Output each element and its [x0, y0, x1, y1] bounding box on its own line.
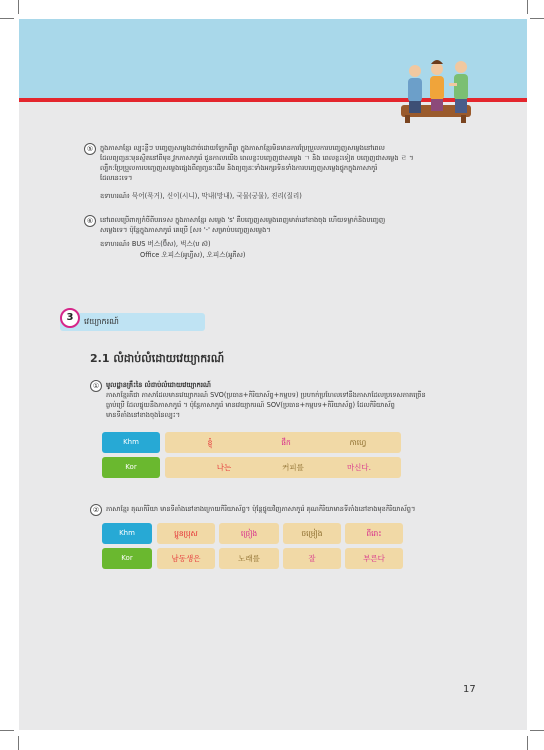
kor-word-adverb: 잘	[283, 548, 341, 569]
crop-mark	[0, 18, 14, 19]
example-text: BUS 버스(ប៊ឹស), 벅스(ប ស៊)	[131, 240, 211, 248]
item-6-line: នៅពេលប្រើពាក្យកំចីពីបរទេស ក្នុងភាសាខ្មែរ សម្លេង 's' គឺបញ្ចេញសម្លេងពេញមាត់នៅខាងចុង ហើយទម្លាក់និងបញ្ចេញ	[100, 216, 386, 224]
khm-word-adverb: ពីរោះ	[345, 523, 403, 544]
item-6-line: សម្លេងទេ។ ប៉ុន្តែក្នុងភាសាកូរ៉េ គេប្រើ [ស៖ '-' សម្រាប់បញ្ចេញសម្លេង។	[100, 226, 271, 234]
crop-mark	[527, 0, 528, 14]
crop-mark	[0, 730, 14, 731]
kor-verb: 마신다.	[346, 463, 372, 472]
example-label: ឧទាហរណ៍៖	[100, 192, 130, 200]
point-1-title: មូលដ្ឋានគ្រឹះនៃ លំដាប់លំដោយវេយ្យាករណ៍	[106, 381, 211, 389]
point-1-line: ធ្លាប់ប្រើ ដែលផ្ទុយនឹងភាសាកូរ៉េ ។ ប៉ុន្តែភាសាកូរ៉េ មានវេយ្យាករណ៍ SOV(ប្រធាន+កម្មបទ+កិរិយាស័ព្ទ) ដែលកិរិយាស័ព្ទ	[106, 401, 395, 409]
point-1-text	[106, 390, 491, 420]
example-label: ឧទាហរណ៍៖	[100, 240, 130, 248]
people-on-bench-illustration	[397, 49, 489, 125]
item-6-number: ⑥	[84, 215, 96, 227]
section-number-badge: 3	[60, 308, 80, 328]
section-header-bar	[60, 313, 205, 331]
point-1-number: ①	[90, 380, 102, 392]
kor-word-verb: 부른다	[345, 548, 403, 569]
kor-word-subject: 남동생은	[157, 548, 215, 569]
khm-verb: ផឹក	[281, 438, 291, 447]
item-5-line: ក្នុងភាសាខ្មែរ ល្បះខ្លីៗ បញ្ចេញសម្លេងដាច់ដោយឡែកពីគ្នា ក្នុងភាសាខ្មែរមិនមានការប្រែប្រួលការបញ្ចេញសម្លេងនៅពេល	[100, 144, 385, 152]
item-5-text	[100, 143, 490, 183]
item-6-example-2: Office 오피스(អូហ្វីស), 오피스(អូភីស)	[140, 251, 246, 259]
khm-label: Khm	[102, 432, 160, 453]
item-5-line: ដែលព្យញ្ជនៈមុនស្ថិតនៅពីមុខ វ្ពកភាសាកូរ៉េ ជួនកាលយើង ពេលខ្លះបញ្ចេញជាសម្លេង ㄱ និង ពេលខ្លះទៀត បញ្ចេញជាសម្លេង ㄹ ។	[100, 154, 414, 162]
example-text: 묵어(묵거), 신이(시니), 막내(망내), 국물(궁물), 진리(질리)	[131, 192, 302, 200]
crop-mark	[530, 18, 544, 19]
point-2-text: ភាសាខ្មែរ គុណកិរិយា មានទីតាំងនៅខាងក្រោយកិរិយាស័ព្ទ។ ប៉ុន្តែផ្ទុយវិញភាសាកូរ៉េ គុណកិរិយាមានទីតាំងនៅខាងមុខកិរិយាស័ព្ទ។	[106, 505, 416, 513]
khm-label: Khm	[102, 523, 152, 544]
page-number: 17	[463, 684, 476, 695]
crop-mark	[530, 730, 544, 731]
khm-word-subject: ប្អូនប្រុស	[157, 523, 215, 544]
point-1-line: មានទីតាំងនៅខាងចុងនៃល្បះ។	[106, 411, 181, 419]
point-1-line: ភាសាខ្មែរគឺជា ភាសាដែលមានវេយ្យាករណ៍ SVO(ប្រធាន+កិរិយាស័ព្ទ+កម្មបទ) ប្រហាក់ប្រហែលទៅនឹងភាសាដែលប្រទេសភាគច្រើន	[106, 391, 426, 399]
kor-subject: 나는	[216, 463, 232, 472]
item-5-number: ⑤	[84, 143, 96, 155]
point-2-number: ②	[90, 504, 102, 516]
section-title: វេយ្យាករណ៍	[84, 317, 119, 326]
item-5-example	[100, 191, 490, 201]
crop-mark	[18, 0, 19, 14]
item-5-line: ល្បឹក:ប្រែប្រួលការបញ្ចេញសម្លេងផ្សេងពីព្យញ្ជនៈដើម និងព្យញ្ជនៈទាំងអក្សរទិនទាំងការបញ្ចេញសម្លេងផ្ទុកក្នុងភាសាកូរ៉	[100, 164, 378, 172]
kor-label: Kor	[102, 457, 160, 478]
item-6-text	[100, 215, 490, 235]
khm-word-verb: ច្រៀង	[219, 523, 279, 544]
kor-word-object: 노래를	[219, 548, 279, 569]
crop-mark	[527, 736, 528, 750]
khm-word-object: ចម្រៀង	[283, 523, 341, 544]
kor-label: Kor	[102, 548, 152, 569]
subsection-title: 2.1 លំដាប់លំដោយវេយ្យាករណ៍	[90, 352, 225, 365]
page-sheet	[19, 19, 527, 730]
item-5-line: ដែលនេះទេ។	[100, 174, 133, 182]
kor-object: 커피를	[282, 463, 304, 472]
item-6-example	[100, 239, 490, 249]
crop-mark	[18, 736, 19, 750]
khm-object: កាហ្វេ	[349, 438, 367, 447]
khm-subject: ខ្ញុំ	[207, 438, 213, 447]
